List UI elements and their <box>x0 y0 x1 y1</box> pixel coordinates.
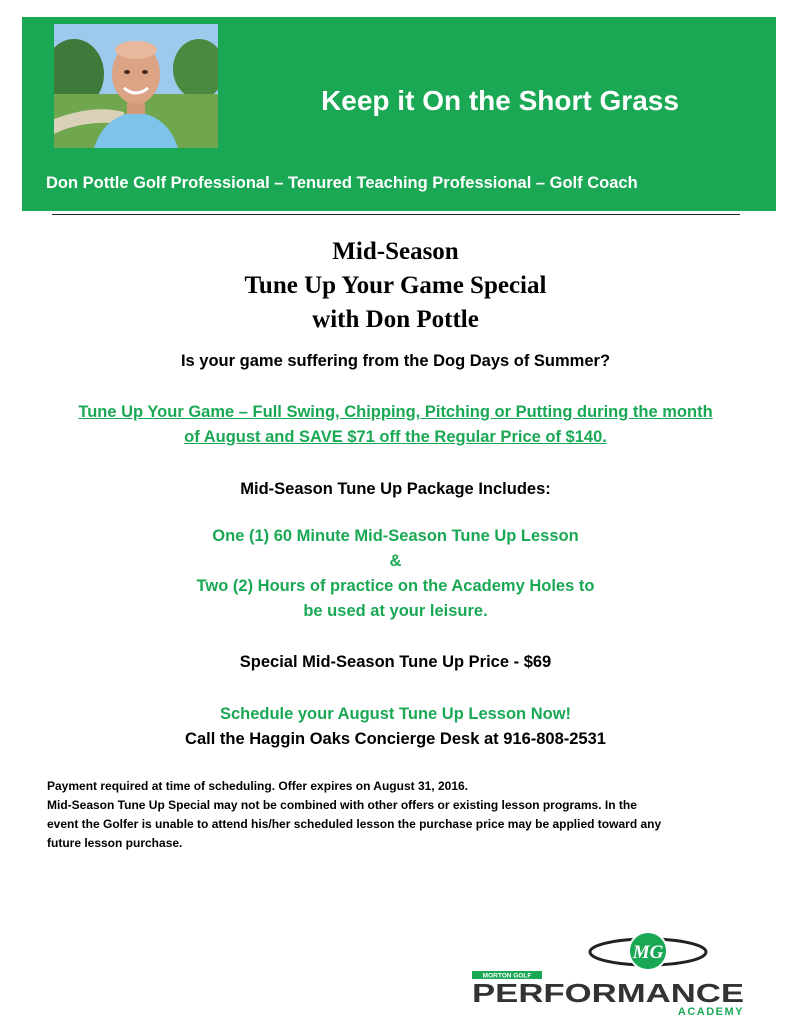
fine-print-line-1: Payment required at time of scheduling. Offer expires on August 31, 2016. <box>47 779 469 793</box>
package-item-practice-line-2: be used at your leisure. <box>303 602 488 620</box>
schedule-cta: Schedule your August Tune Up Lesson Now! <box>219 705 572 723</box>
package-item-practice-line-1: Two (2) Hours of practice on the Academy Holes to <box>196 577 595 595</box>
header-banner <box>22 17 776 211</box>
divider-rule <box>52 214 740 215</box>
coach-photo <box>54 24 218 148</box>
price-text: Special Mid-Season Tune Up Price - $69 <box>239 653 552 671</box>
fine-print-line-4: future lesson purchase. <box>47 836 183 850</box>
morton-golf-academy-logo <box>470 927 748 1017</box>
offer-line-1: Tune Up Your Game – Full Swing, Chipping, Pitching or Putting during the month <box>78 403 713 421</box>
headline-line-2: Tune Up Your Game Special <box>244 272 547 299</box>
logo-brand-big: PERFORMANCE <box>472 978 744 1008</box>
fine-print-line-2: Mid-Season Tune Up Special may not be combined with other offers or existing lesson programs. In the <box>47 798 637 812</box>
fine-print-line-3: event the Golfer is unable to attend his/her scheduled lesson the purchase price may be applied toward any <box>47 817 662 831</box>
banner-subtitle: Don Pottle Golf Professional – Tenured Teaching Professional – Golf Coach <box>46 174 638 192</box>
call-cta: Call the Haggin Oaks Concierge Desk at 916-808-2531 <box>185 730 606 748</box>
package-ampersand: & <box>389 552 402 570</box>
offer-line-2: of August and SAVE $71 off the Regular Price of $140. <box>184 428 607 446</box>
logo-monogram: MG <box>632 942 664 963</box>
logo-brand-sub: ACADEMY <box>677 1006 744 1017</box>
headline-line-3: with Don Pottle <box>312 306 479 333</box>
logo-brand-small: MORTON GOLF <box>482 972 532 980</box>
fine-print <box>47 777 747 853</box>
banner-title: Keep it On the Short Grass <box>321 85 679 116</box>
package-heading: Mid-Season Tune Up Package Includes: <box>240 480 551 498</box>
headline-line-1: Mid-Season <box>332 238 459 265</box>
package-item-lesson: One (1) 60 Minute Mid-Season Tune Up Lesson <box>212 527 579 545</box>
question-text: Is your game suffering from the Dog Days of Summer? <box>180 352 611 370</box>
